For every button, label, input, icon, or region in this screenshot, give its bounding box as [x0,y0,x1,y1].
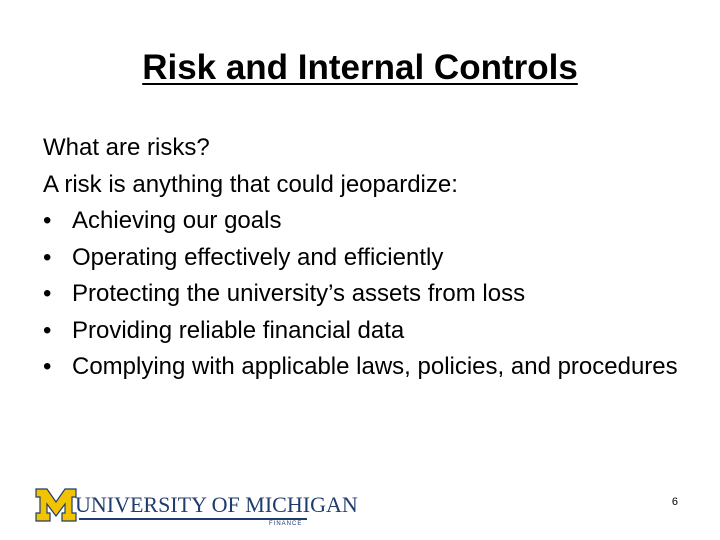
bullet-text: Protecting the university’s assets from loss [72,280,526,307]
intro-question: What are risks? [43,134,210,161]
slide-body [43,130,683,386]
bullet-item [43,276,683,313]
bullet-marker: • [43,316,52,344]
bullet-marker: • [43,207,52,234]
bullet-marker: • [43,353,52,380]
bullet-text: Operating effectively and efficiently [72,243,444,271]
bullet-marker: • [43,243,52,271]
bullet-list [43,203,683,386]
bullet-marker: • [43,280,52,307]
slide-title: Risk and Internal Controls [142,48,578,87]
bullet-item [43,203,683,240]
bullet-item [43,349,683,386]
block-m-icon [35,488,77,522]
page-number: 6 [671,496,678,508]
bullet-item [43,313,683,350]
logo-rule [79,518,307,520]
bullet-text: Achieving our goals [72,207,282,234]
bullet-text: Complying with applicable laws, policies, and procedures [72,353,678,380]
university-logo [35,486,358,528]
logo-subtitle: FINANCE [269,521,303,527]
bullet-text: Providing reliable financial data [72,316,405,344]
intro-lead: A risk is anything that could jeopardize: [43,170,458,198]
logo-wordmark: UNIVERSITY OF MICHIGAN [75,492,358,517]
bullet-item [43,240,683,277]
